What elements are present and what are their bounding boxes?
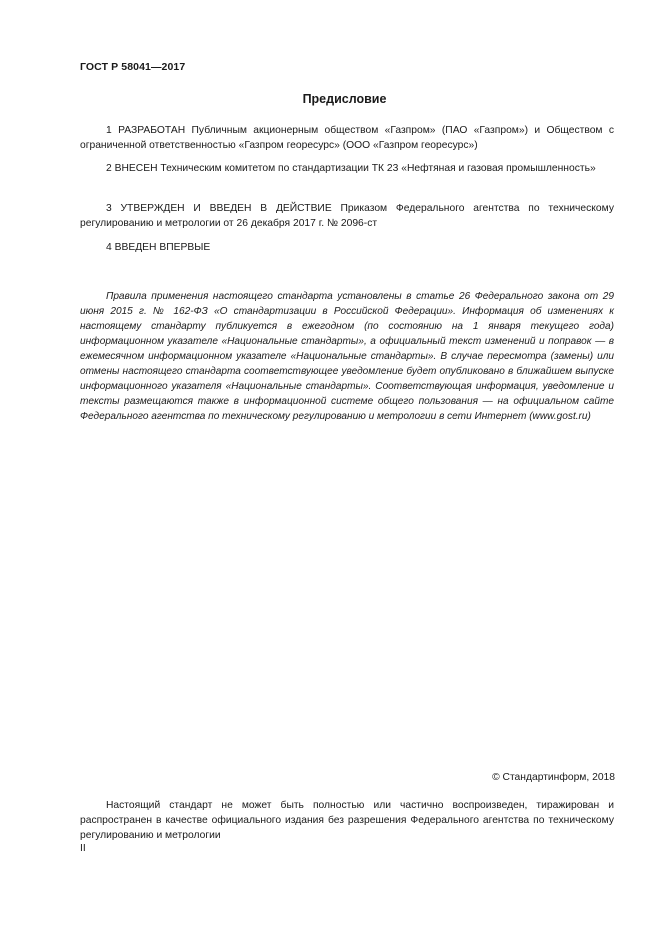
- standard-application-note: Правила применения настоящего стандарта установлены в статье 26 Федерального закона от 29 июня 2015 г. № 162-ФЗ «О стандартизации в Российской Федерации». Информация об изменениях к настоящему стандарту публикуется в ежегодном (по состоянию на 1 января текущего года) информационном указателе «Национальные стандарты», а официальный текст изменений и поправок — в ежемесячном информационном указателе «Национальные стандарты». В случае пересмотра (замены) или отмены настоящего стандарта соответствующее уведомление будет опубликовано в ближайшем выпуске информационного указателя «Национальные стандарты». Соответствующая информация, уведомление и тексты размещаются также в информационной системе общего пользования — на официальном сайте Федерального агентства по техническому регулированию и метрологии в сети Интернет (www.gost.ru): [80, 291, 614, 422]
- page-number: II: [80, 843, 86, 854]
- preface-item-3: 3 УТВЕРЖДЕН И ВВЕДЕН В ДЕЙСТВИЕ Приказом Федерального агентства по техническому регулированию и метрологии от 26 декабря 2017 г. № 2096-ст: [80, 203, 614, 229]
- reproduction-notice: Настоящий стандарт не может быть полностью или частично воспроизведен, тиражирован и распространен в качестве официального издания без разрешения Федерального агентства по техническому регулированию и метрологии: [80, 800, 614, 841]
- preface-item-1: 1 РАЗРАБОТАН Публичным акционерным обществом «Газпром» (ПАО «Газпром») и Обществом с ограниченной ответственностью «Газпром георесурс» (ООО «Газпром георесурс»): [80, 125, 614, 151]
- preface-item-2: 2 ВНЕСЕН Техническим комитетом по стандартизации ТК 23 «Нефтяная и газовая промышленность»: [106, 163, 596, 174]
- page-title: Предисловие: [302, 92, 387, 106]
- document-code: ГОСТ Р 58041—2017: [80, 61, 186, 73]
- copyright-notice: © Стандартинформ, 2018: [492, 772, 615, 783]
- preface-item-4: 4 ВВЕДЕН ВПЕРВЫЕ: [106, 242, 211, 253]
